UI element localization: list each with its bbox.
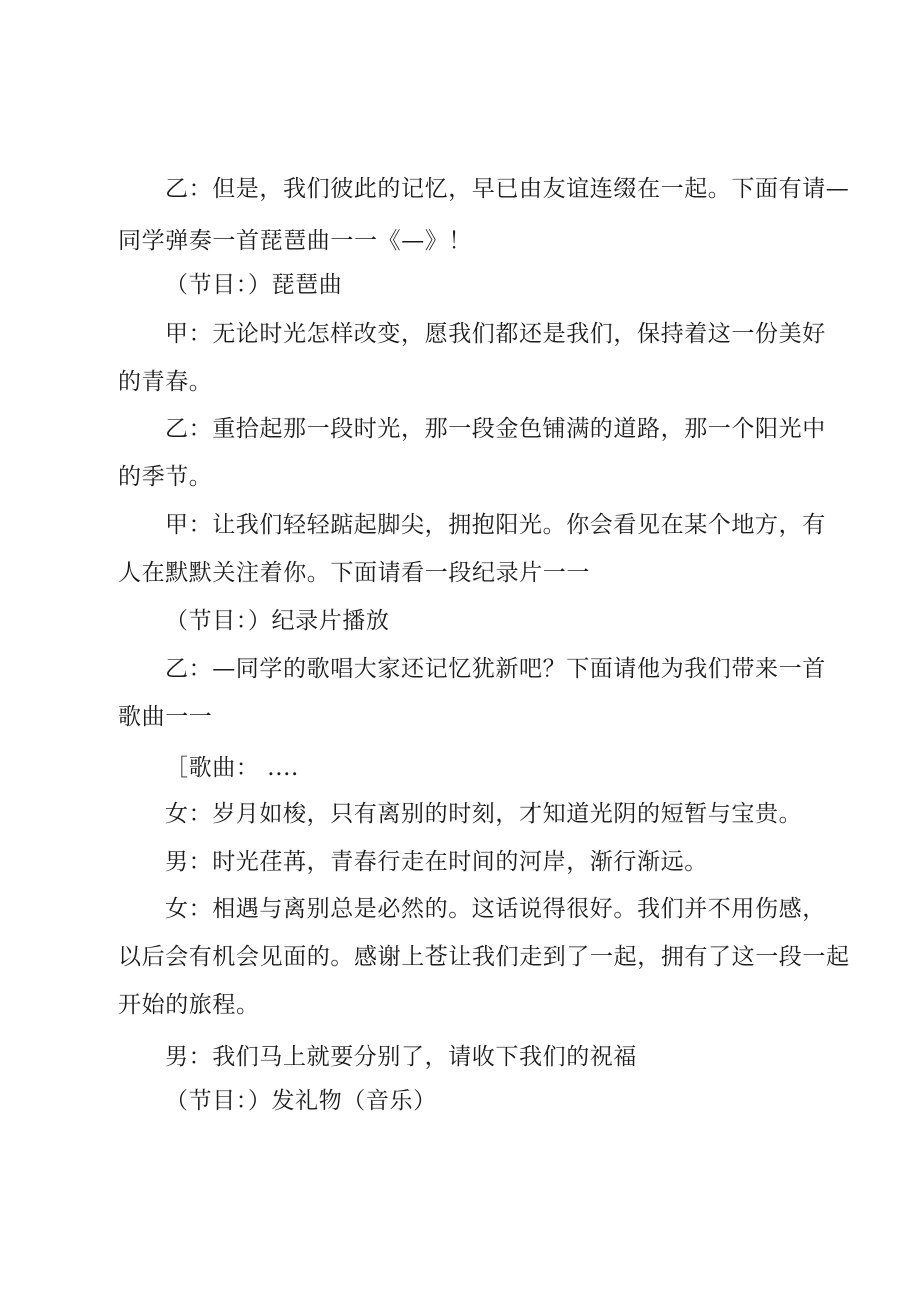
paragraph-line: 女：相遇与离别总是必然的。这话说得很好。我们并不用伤感， <box>165 896 826 922</box>
paragraph-line: 的青春。 <box>118 369 213 395</box>
paragraph-line: 甲：无论时光怎样改变，愿我们都还是我们，保持着这一份美好 <box>165 321 826 347</box>
paragraph-line: 乙：但是，我们彼此的记忆，早已由友谊连缀在一起。下面有请— <box>165 176 850 202</box>
paragraph-line: 以后会有机会见面的。感谢上苍让我们走到了一起，拥有了这一段一起 <box>118 944 850 970</box>
paragraph-line: 歌曲一一 <box>118 704 213 730</box>
program-note: （节目：）琵琶曲 <box>165 272 343 298</box>
paragraph-line: 开始的旅程。 <box>118 992 260 1018</box>
paragraph-line: 乙：—同学的歌唱大家还记忆犹新吧？下面请他为我们带来一首 <box>165 656 826 682</box>
paragraph-line: 男：我们马上就要分别了，请收下我们的祝福 <box>165 1044 637 1070</box>
paragraph-line: 的季节。 <box>118 464 213 490</box>
program-note: ［歌曲： .... <box>165 755 299 781</box>
paragraph-line: 女：岁月如梭，只有离别的时刻，才知道光阴的短暂与宝贵。 <box>165 801 803 827</box>
paragraph-line: 人在默默关注着你。下面请看一段纪录片一一 <box>118 560 590 586</box>
program-note: （节目：）发礼物（音乐） <box>165 1088 437 1114</box>
program-note: （节目：）纪录片播放 <box>165 608 390 634</box>
paragraph-line: 男：时光荏苒，青春行走在时间的河岸，渐行渐远。 <box>165 849 708 875</box>
paragraph-line: 甲：让我们轻轻踮起脚尖，拥抱阳光。你会看见在某个地方，有 <box>165 512 826 538</box>
paragraph-line: 乙：重拾起那一段时光，那一段金色铺满的道路，那一个阳光中 <box>165 416 826 442</box>
paragraph-line: 同学弹奏一首琵琶曲一一《—》！ <box>118 228 472 254</box>
